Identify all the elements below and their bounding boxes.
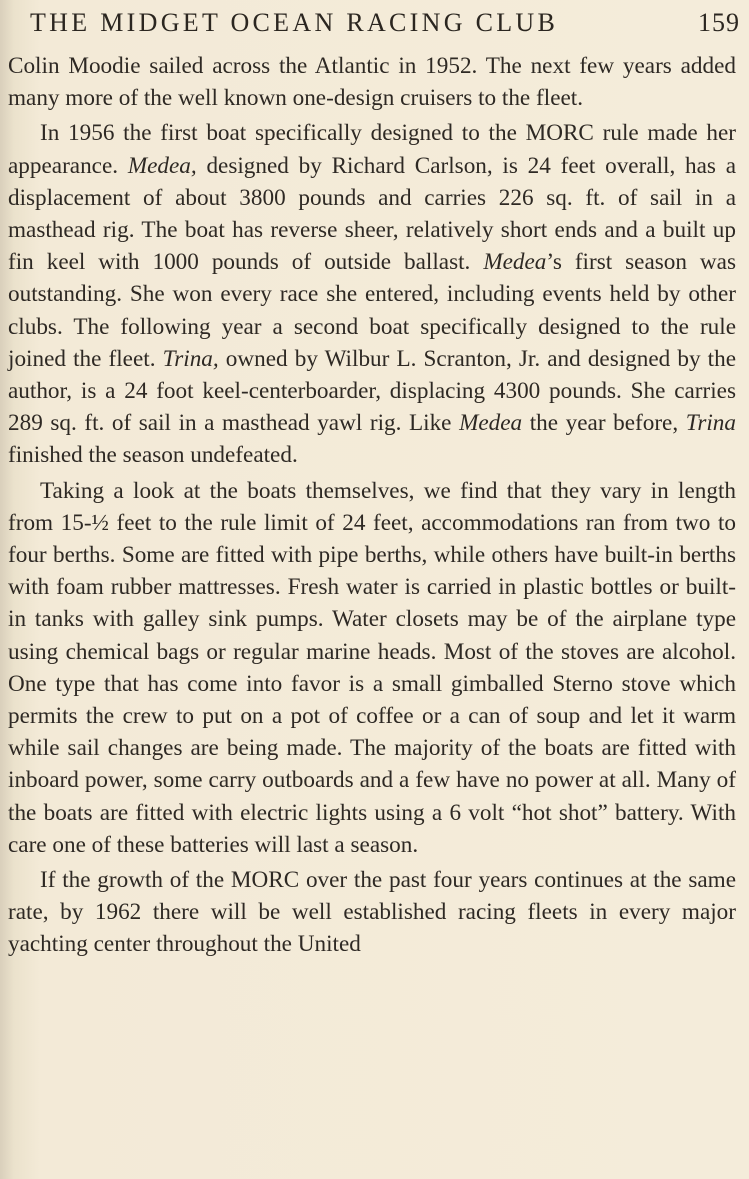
paragraph (8, 117, 736, 471)
body-text (8, 50, 736, 961)
paragraph (8, 50, 736, 114)
page-number: 159 (698, 8, 740, 37)
text-run: ’s first season was outstanding. She won every race she entered, including events held by other clubs. The following year a second boat specifically designed to the rule joined the fleet. (8, 249, 736, 372)
text-run: If the growth of the MORC over the past four years continues at the same rate, by 1962 there will be well established racing fleets in every major yachting center throughout the United (8, 867, 736, 958)
italic-boat-name: Medea, (127, 152, 197, 179)
paragraph (8, 864, 736, 961)
text-run: designed by Richard Carlson, is 24 feet overall, has a displacement of about 3800 pounds and carries 226 sq. ft. of sail in a masthead rig. The boat has reverse sheer, relatively short ends and a built up fin keel with 1000 pounds of outside ballast. (8, 152, 736, 276)
paragraph (8, 475, 736, 861)
text-run: the year before, (522, 410, 686, 437)
italic-boat-name: Trina (685, 410, 736, 437)
running-head-title: THE MIDGET OCEAN RACING CLUB (30, 8, 559, 37)
text-run: Colin Moodie sailed across the Atlantic in 1952. The next few years added many more of the well known one-design cruisers to the fleet. (8, 53, 736, 112)
text-run: Taking a look at the boats themselves, we find that they vary in length from 15-½ feet to the rule limit of 24 feet, accommodations ran from two to four berths. Some are fitted with pipe berths, while others have built-in berths with foam rubber mattresses. Fresh water is carried in plastic bottles or built-in tanks with galley sink pumps. Water closets may be of the airplane type using chemical bags or regular marine heads. Most of the stoves are alcohol. One type that has come into favor is a small gimballed Sterno stove which permits the crew to put on a pot of coffee or a can of soup and let it warm while sail changes are being made. The majority of the boats are fitted with inboard power, some carry outboards and a few have no power at all. Many of the boats are fitted with electric lights using a 6 volt “hot shot” battery. With care one of these batteries will last a season. (8, 477, 736, 858)
text-run: owned by Wilbur L. Scranton, Jr. and designed by the author, is a 24 foot keel-centerboarder, displacing 4300 pounds. She carries 289 sq. ft. of sail in a masthead yawl rig. Like (8, 345, 736, 437)
italic-boat-name: Medea (483, 249, 547, 276)
italic-boat-name: Trina, (162, 345, 219, 372)
running-head (30, 4, 740, 44)
text-run: In 1956 the first boat specifically designed to the MORC rule made her appearance. (8, 120, 736, 179)
text-run: finished the season undefeated. (8, 442, 298, 469)
italic-boat-name: Medea (459, 410, 523, 437)
